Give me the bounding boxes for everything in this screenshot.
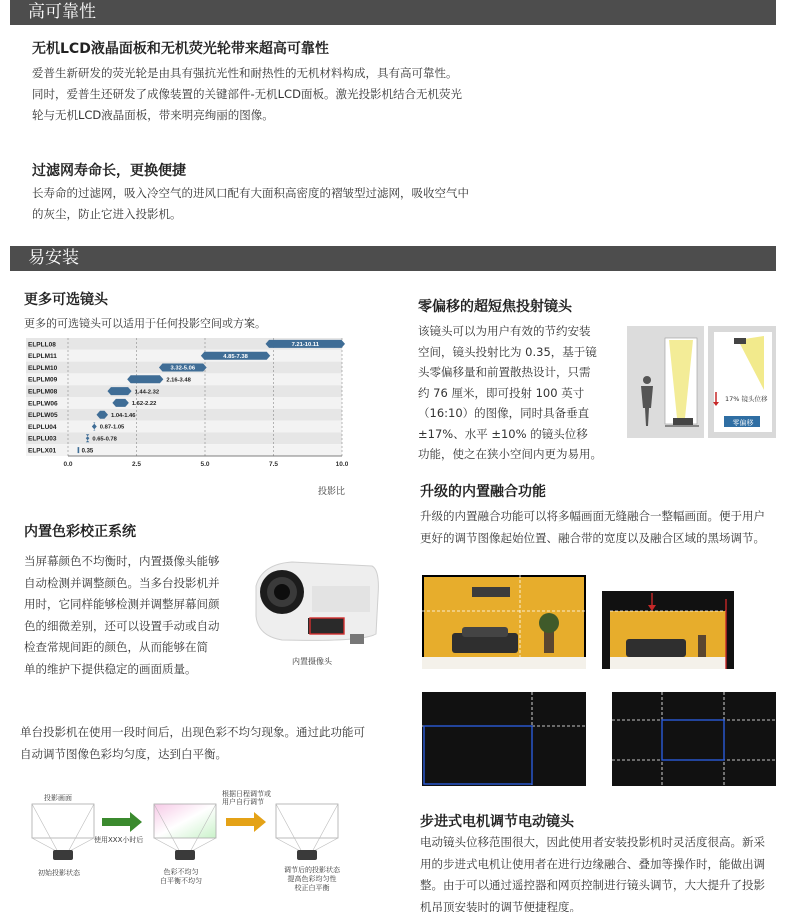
heading-inorganic-lcd: 无机LCD液晶面板和无机荧光轮带来超高可靠性 — [32, 41, 329, 57]
text-line: 更好的调节图像起始位置、融合带的宽度以及融合区域的黑场调节。 — [420, 531, 765, 545]
blended-room-image-1 — [422, 575, 586, 669]
text-line: 该镜头可以为用户有效的节约安装 — [418, 324, 591, 338]
chart-data-label: 0.65-0.78 — [92, 436, 117, 443]
camera-caption: 内置摄像头 — [292, 657, 332, 666]
chart-row-band — [26, 397, 342, 409]
chart-row-band — [26, 409, 342, 421]
zero-offset-label: 零偏移 — [732, 419, 754, 427]
heading-color-calibration: 内置色彩校正系统 — [24, 524, 136, 540]
text-line: 爱普生新研发的荧光轮是由具有强抗光性和耐热性的无机材料构成，具有高可靠性。 — [32, 66, 458, 80]
flow-caption-initial: 初始投影状态 — [38, 869, 80, 877]
paragraph-edge-blending — [420, 505, 765, 549]
lens-description: 更多的可选镜头可以适用于任何投影空间或方案。 — [24, 317, 266, 330]
chart-category-label: ELPLU04 — [28, 423, 57, 431]
chart-data-label: 1.44-2.32 — [134, 389, 160, 396]
section-bar-installation: 易安装 — [10, 246, 776, 271]
paragraph-filter — [32, 183, 469, 225]
text-line: 机吊顶安装时的调节便捷程度。 — [420, 899, 581, 912]
room-projection-illustration — [627, 326, 704, 438]
lens-throw-ratio-chart — [26, 336, 348, 486]
chart-row-band — [26, 421, 342, 433]
chart-x-tick-label: 0.0 — [63, 461, 73, 468]
heading-filter: 过滤网寿命长，更换便捷 — [32, 163, 186, 179]
chart-x-axis-label: 投影比 — [318, 487, 346, 497]
text-line: 长寿命的过滤网，吸入冷空气的进风口配有大面积高密度的褶皱型过滤网，吸收空气中 — [32, 186, 469, 200]
chart-data-label: 7.21-10.11 — [291, 342, 319, 349]
text-line: 功能，使之在狭小空间内更为易用。 — [418, 447, 602, 461]
chart-data-label: 4.85-7.38 — [223, 353, 248, 360]
chart-bar — [78, 447, 80, 453]
text-line: 升级的内置融合功能可以将多幅画面无缝融合一整幅画面。便于用户 — [420, 509, 765, 523]
heading-lens-options: 更多可选镜头 — [24, 292, 108, 308]
paragraph-reliability — [32, 63, 462, 126]
flow-arrow2-label: 根据日程调节或 用户自行调节 — [222, 790, 271, 806]
flow-screen-label: 投影画面 — [44, 794, 72, 802]
text-line: 检查常规间距的颜色，从而能够在简 — [24, 640, 208, 654]
chart-data-label: 0.87-1.05 — [99, 424, 125, 431]
flow-caption-adjusted: 调节后的投影状态 提高色彩均匀性 校正白平衡 — [284, 866, 340, 892]
text-line: 用时，它同样能够检测并调整屏幕间颜 — [24, 597, 220, 611]
chart-bar — [112, 399, 128, 407]
chart-data-label: 1.04-1.46 — [111, 412, 136, 419]
chart-category-label: ELPLM10 — [28, 364, 58, 372]
chart-data-label: 1.62-2.22 — [131, 401, 157, 408]
text-line: 空间，镜头投射比为 0.35，基于镜 — [418, 344, 597, 359]
blend-grid-image-1 — [422, 692, 586, 786]
blend-grid-image-2 — [612, 692, 776, 786]
paragraph-zero-offset — [418, 321, 602, 465]
chart-category-label: ELPLM09 — [28, 376, 58, 384]
chart-category-label: ELPLM11 — [28, 353, 57, 361]
chart-row-band — [26, 385, 342, 397]
text-line: 整。由于可以通过遥控器和网页控制进行镜头调节，大大提升了投影 — [420, 878, 765, 892]
chart-category-label: ELPLW05 — [28, 412, 58, 420]
lens-shift-label: 17% 镜头位移 — [725, 395, 768, 403]
flow-arrow1-label: 使用XXX小时后 — [94, 836, 144, 844]
chart-data-label: 2.16-3.48 — [166, 377, 191, 384]
text-line: （16:10）的图像，同时具备垂直 — [418, 406, 590, 420]
text-line: 的灰尘，防止它进入投影机。 — [32, 207, 182, 221]
text-line: 约 76 厘米，即可投射 100 英寸 — [418, 385, 585, 400]
chart-data-label: 3.32-5.06 — [170, 365, 196, 372]
flow-caption-uneven: 色彩不均匀 白平衡不均匀 — [160, 868, 202, 885]
chart-category-label: ELPLL08 — [28, 341, 56, 349]
heading-zero-offset-lens: 零偏移的超短焦投射镜头 — [418, 299, 572, 315]
text-line: 自动检测并调整颜色。当多台投影机并 — [24, 575, 220, 590]
chart-x-tick-label: 10.0 — [335, 461, 348, 468]
text-line: 轮与无机LCD液晶面板，带来明亮绚丽的图像。 — [32, 108, 274, 122]
chart-row-band — [26, 444, 342, 456]
text-line: 同时，爱普生还研发了成像装置的关键部件-无机LCD面板。激光投影机结合无机荧光 — [32, 87, 462, 101]
text-line: 自动调节图像色彩均匀度，达到白平衡。 — [20, 747, 227, 761]
chart-row-band — [26, 432, 342, 444]
text-line: ±17%、水平 ±10% 的镜头位移 — [418, 426, 588, 441]
chart-x-tick-label: 7.5 — [268, 461, 279, 468]
chart-category-label: ELPLU03 — [28, 435, 57, 443]
section-bar-reliability: 高可靠性 — [10, 0, 776, 25]
blended-room-image-2 — [602, 591, 734, 669]
chart-bar — [127, 375, 163, 383]
paragraph-single-projector — [20, 721, 365, 765]
text-line: 单台投影机在使用一段时间后，出现色彩不均匀现象。通过此功能可 — [20, 725, 365, 739]
paragraph-color-calibration — [24, 551, 220, 680]
heading-edge-blending: 升级的内置融合功能 — [420, 484, 546, 500]
chart-category-label: ELPLM08 — [28, 388, 58, 396]
heading-stepper-motor-lens: 步进式电机调节电动镜头 — [420, 814, 574, 830]
projector-camera-photo — [252, 556, 380, 650]
chart-data-label: 0.35 — [81, 448, 94, 455]
text-line: 用的步进式电机让使用者在进行边缘融合、叠加等操作时，能做出调 — [420, 856, 765, 871]
text-line: 单的维护下提供稳定的画面质量。 — [24, 661, 197, 676]
text-line: 色的细微差别，还可以设置手动或自动 — [24, 618, 220, 633]
chart-x-tick-label: 5.0 — [200, 461, 210, 468]
text-line: 电动镜头位移范围很大，因此使用者安装投影机时灵活度很高。新采 — [420, 835, 765, 849]
text-line: 当屏幕颜色不均衡时，内置摄像头能够 — [24, 554, 220, 568]
chart-bar — [107, 387, 131, 395]
paragraph-stepper-motor — [420, 832, 765, 912]
text-line: 头零偏移量和前置散热设计，只需 — [418, 365, 591, 379]
chart-category-label: ELPLX01 — [28, 447, 57, 455]
chart-row-band — [26, 350, 342, 362]
chart-x-tick-label: 2.5 — [131, 461, 142, 468]
chart-category-label: ELPLW06 — [28, 400, 58, 408]
